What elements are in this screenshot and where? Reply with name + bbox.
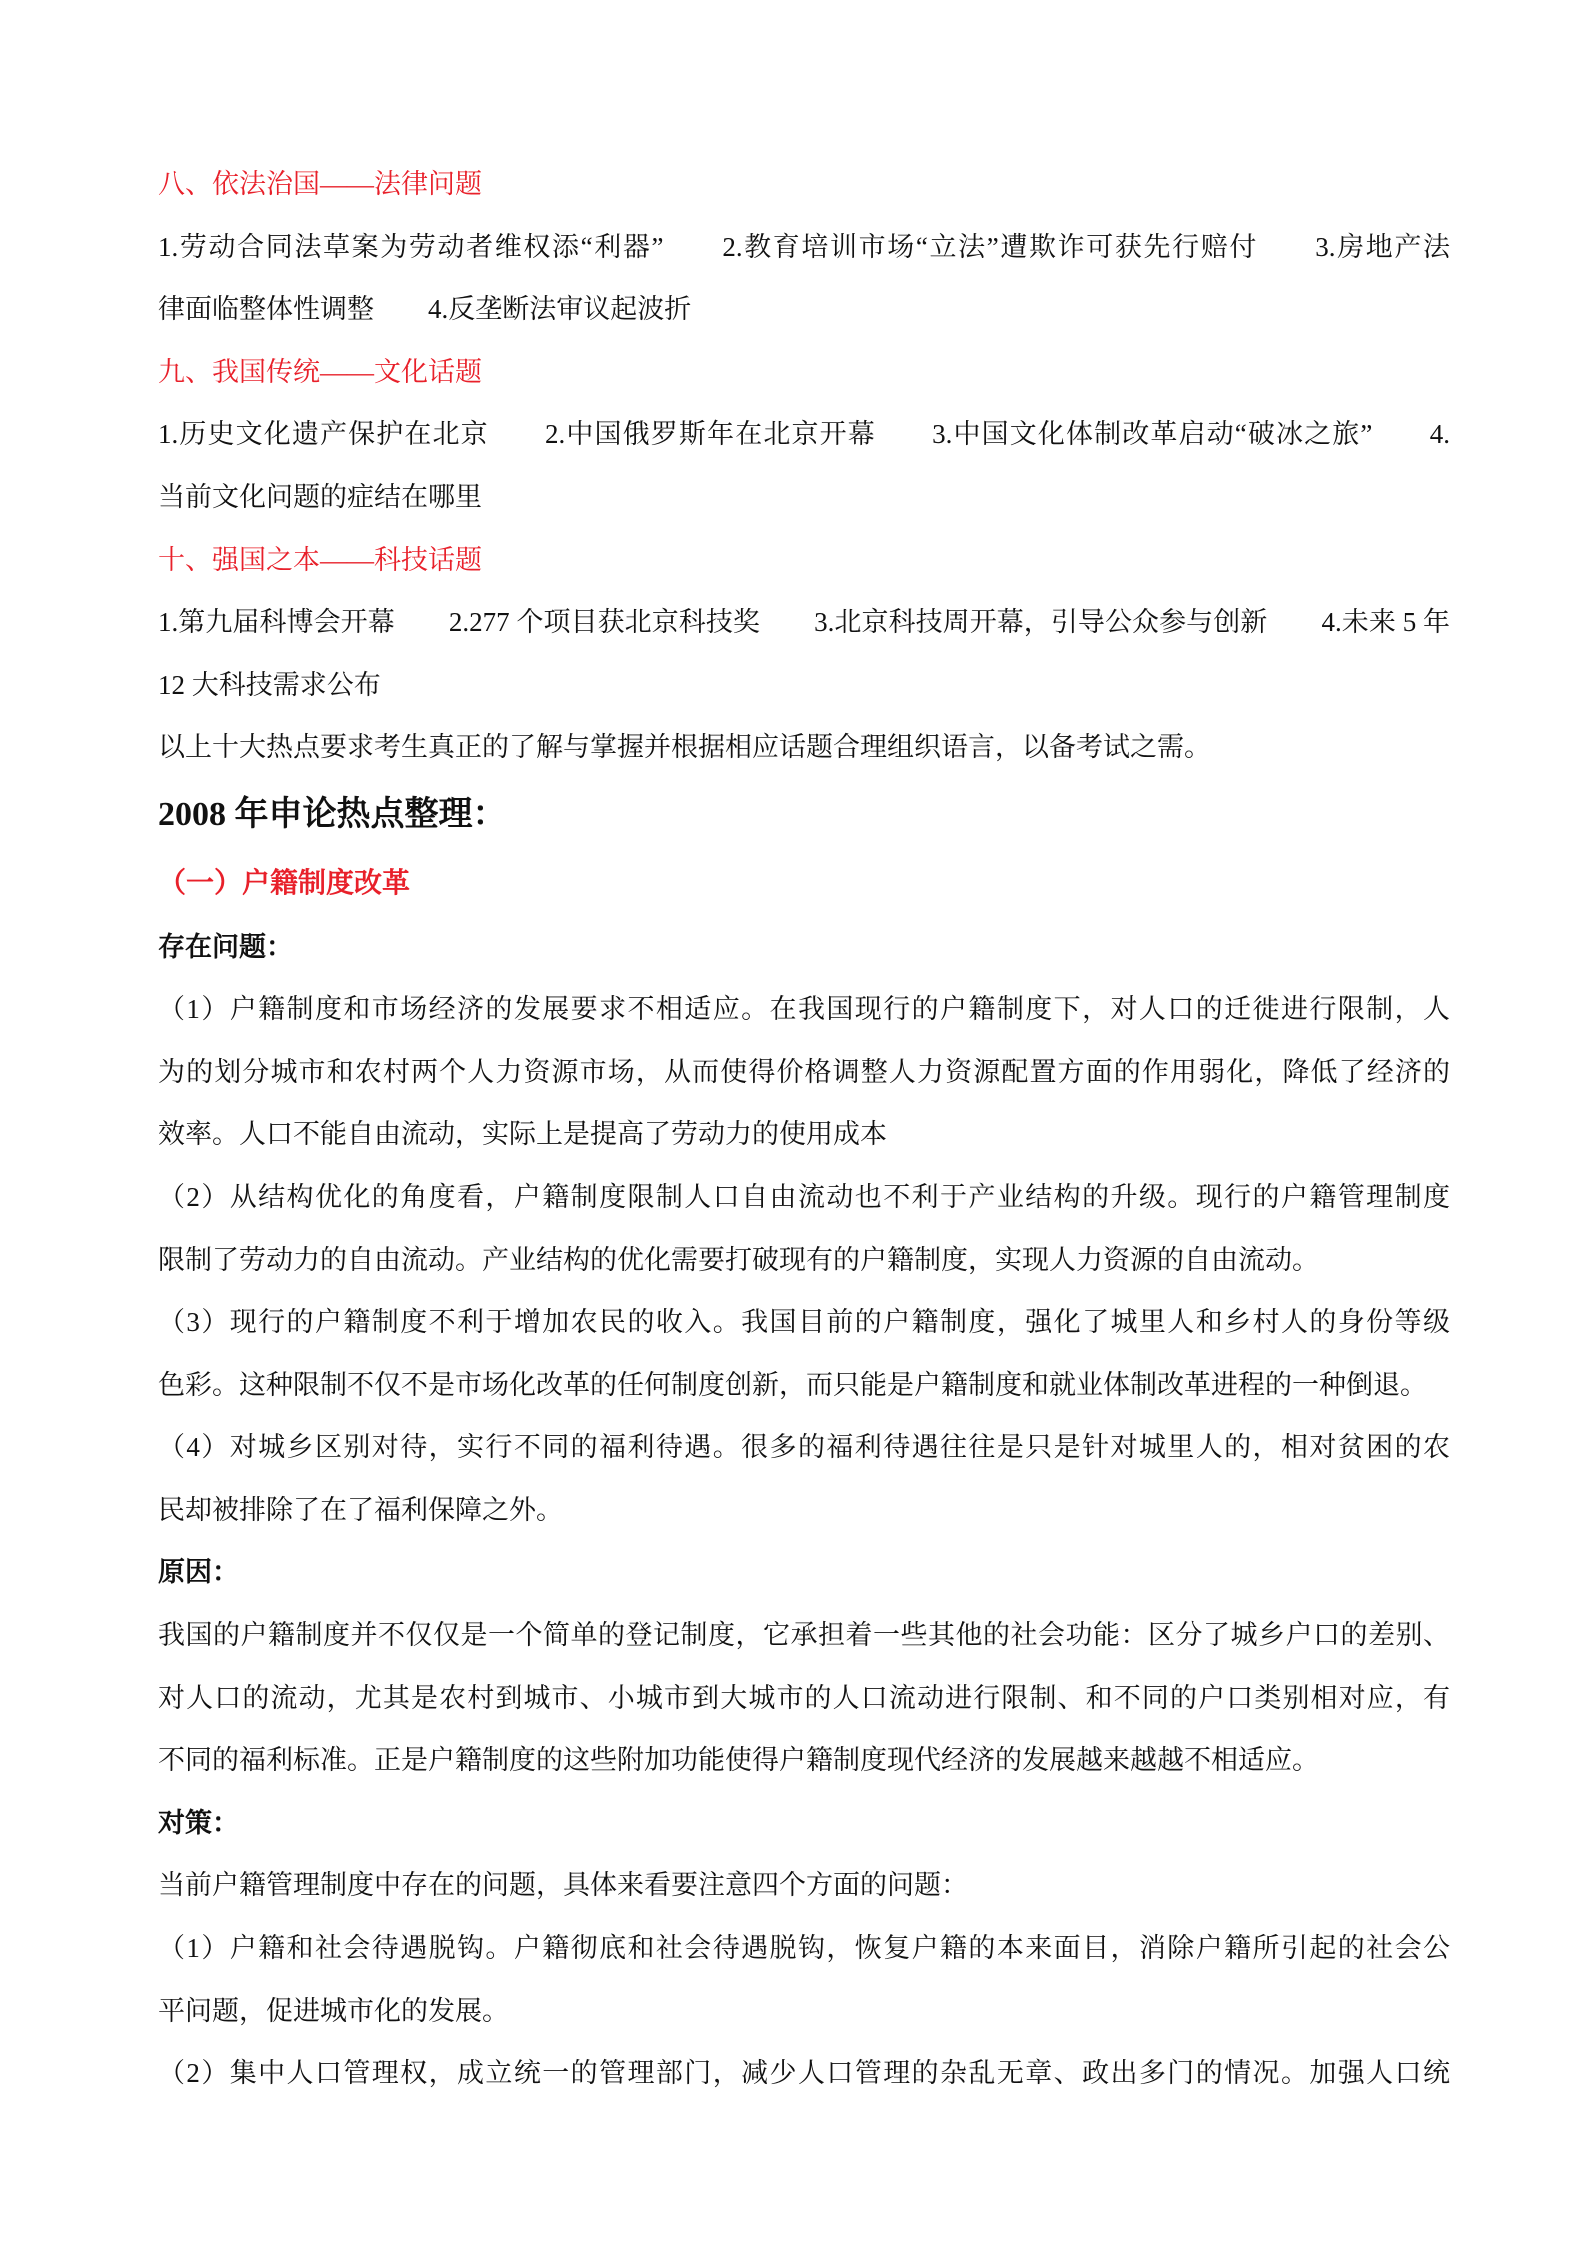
measure-paragraph — [158, 2042, 1450, 2105]
text-line: 限制了劳动力的自由流动。产业结构的优化需要打破现有的户籍制度，实现人力资源的自由流动。 — [158, 1244, 1319, 1275]
problem-paragraph — [158, 1291, 1450, 1416]
measures-intro: 当前户籍管理制度中存在的问题，具体来看要注意四个方面的问题： — [158, 1870, 968, 1901]
document-page — [158, 153, 1450, 2105]
text-line: 效率。人口不能自由流动，实际上是提高了劳动力的使用成本 — [158, 1119, 887, 1150]
text-line: 为的划分城市和农村两个人力资源市场，从而使得价格调整人力资源配置方面的作用弱化，降低了经济的 — [158, 1056, 1450, 1087]
hot2008-title: 2008 年申论热点整理： — [158, 795, 507, 833]
summary-text: 以上十大热点要求考生真正的了解与掌握并根据相应话题合理组织语言，以备考试之需。 — [158, 732, 1211, 763]
text-line: （2）从结构优化的角度看，户籍制度限制人口自由流动也不利于产业结构的升级。现行的户籍管理制度 — [158, 1181, 1450, 1212]
text-line: 不同的福利标准。正是户籍制度的这些附加功能使得户籍制度现代经济的发展越来越越不相适应。 — [158, 1745, 1319, 1776]
problem-paragraph — [158, 1416, 1450, 1541]
text-line: （3）现行的户籍制度不利于增加农民的收入。我国目前的户籍制度，强化了城里人和乡村人的身份等级 — [158, 1307, 1450, 1338]
law-topic-line: 1.劳动合同法草案为劳动者维权添“利器” 2.教育培训市场“立法”遭欺诈可获先行赔付 3.房地产法 — [158, 231, 1450, 262]
causes-label: 原因： — [158, 1557, 239, 1588]
text-line: （4）对城乡区别对待，实行不同的福利待遇。很多的福利待遇往往是只是针对城里人的，相对贫困的农 — [158, 1432, 1450, 1463]
heading-law-topic: 八、依法治国——法律问题 — [158, 169, 482, 199]
text-line: 对人口的流动，尤其是农村到城市、小城市到大城市的人口流动进行限制、和不同的户口类别相对应，有 — [158, 1682, 1450, 1713]
problem-paragraph — [158, 1166, 1450, 1291]
text-line: （2）集中人口管理权，成立统一的管理部门，减少人口管理的杂乱无章、政出多门的情况。加强人口统 — [158, 2058, 1450, 2089]
text-line: 我国的户籍制度并不仅仅是一个简单的登记制度，它承担着一些其他的社会功能：区分了城乡户口的差别、 — [158, 1620, 1450, 1651]
law-topic-line: 律面临整体性调整 4.反垄断法审议起波折 — [158, 294, 692, 325]
text-line: 色彩。这种限制不仅不是市场化改革的任何制度创新，而只能是户籍制度和就业体制改革进程的一种倒退。 — [158, 1369, 1427, 1400]
problems-label: 存在问题： — [158, 931, 293, 962]
culture-topic-line: 当前文化问题的症结在哪里 — [158, 481, 482, 512]
heading-tech-topic: 十、强国之本——科技话题 — [158, 544, 482, 575]
text-line: 平问题，促进城市化的发展。 — [158, 1995, 509, 2026]
text-line: （1）户籍制度和市场经济的发展要求不相适应。在我国现行的户籍制度下，对人口的迁徙进行限制，人 — [158, 994, 1450, 1025]
culture-topic-line: 1.历史文化遗产保护在北京 2.中国俄罗斯年在北京开幕 3.中国文化体制改革启动“破冰之旅” 4. — [158, 419, 1450, 450]
measure-paragraph — [158, 1917, 1450, 2042]
text-line: 民却被排除了在了福利保障之外。 — [158, 1494, 563, 1525]
heading-culture-topic: 九、我国传统——文化话题 — [158, 356, 482, 387]
tech-topic-line: 1.第九届科博会开幕 2.277 个项目获北京科技奖 3.北京科技周开幕，引导公众参与创新 4.未来 5 年 — [158, 607, 1450, 638]
problem-paragraph — [158, 978, 1450, 1166]
text-line: （1）户籍和社会待遇脱钩。户籍彻底和社会待遇脱钩，恢复户籍的本来面目，消除户籍所引起的社会公 — [158, 1933, 1450, 1964]
measures-label: 对策： — [158, 1807, 239, 1838]
section-household-registration: （一）户籍制度改革 — [158, 867, 411, 899]
tech-topic-line: 12 大科技需求公布 — [158, 669, 381, 700]
causes-paragraph — [158, 1604, 1450, 1792]
